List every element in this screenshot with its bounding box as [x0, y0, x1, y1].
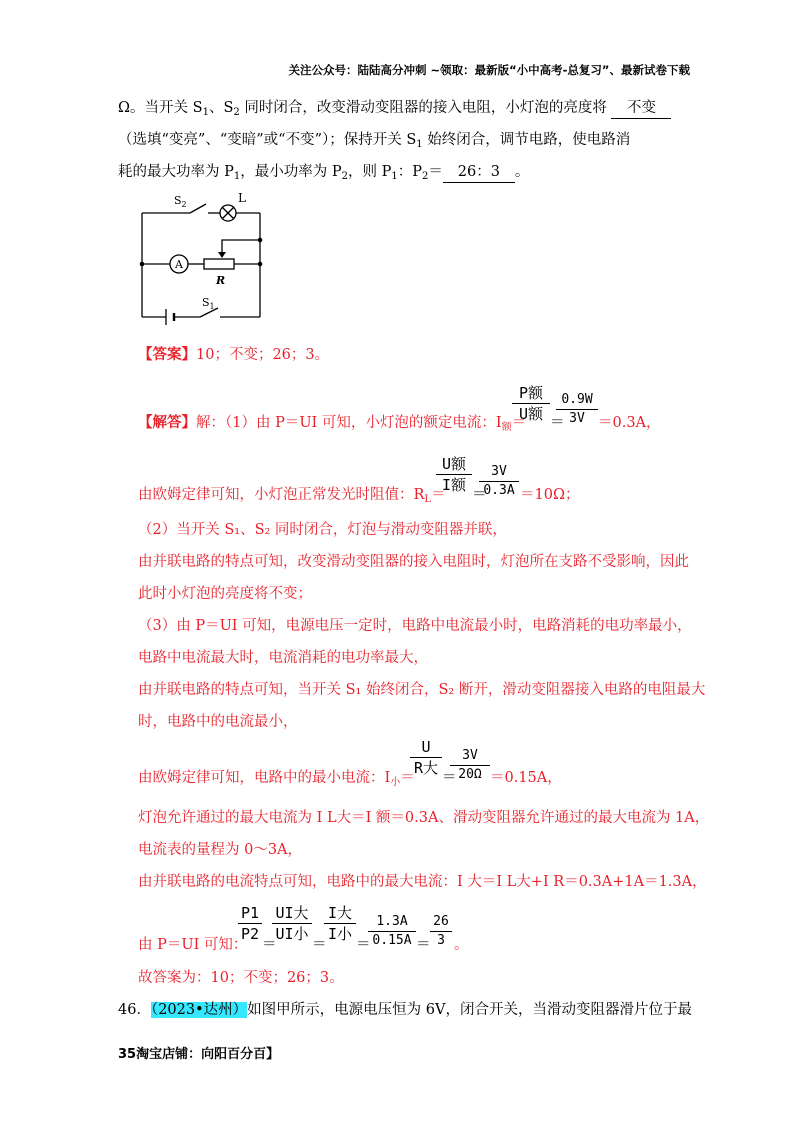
denominator: 20Ω: [458, 767, 482, 782]
fraction-values-3: [450, 748, 490, 783]
fraction-bar: [450, 765, 490, 766]
solution-line-4: 由并联电路的特点可知，改变滑动变阻器的接入电阻时，灯泡所在支路不受影响，因此: [138, 554, 689, 570]
fraction-bar: [324, 923, 356, 924]
text: 、S: [208, 100, 234, 116]
result-min-current: ＝0.15A，: [490, 770, 562, 786]
conclusion: 故答案为：10；不变；26；3。: [138, 970, 344, 986]
fraction-values-2: [479, 464, 519, 499]
answer-text: 10；不变；26；3。: [196, 347, 330, 363]
text: 。: [514, 164, 530, 180]
fraction-u-over-rmax: [410, 738, 442, 777]
equals: ＝: [356, 937, 371, 953]
solution-line-10: [138, 768, 415, 793]
fraction-ui-ratio: [272, 904, 312, 943]
denominator: I额: [441, 476, 467, 494]
fraction-bar: [556, 409, 598, 410]
fraction-result: [430, 914, 452, 949]
equals: ＝: [416, 937, 431, 953]
question-number: 46．: [118, 1002, 151, 1018]
subscript: 1: [233, 171, 241, 182]
solution-line-1: [138, 413, 526, 438]
label-resistor: R: [216, 274, 226, 287]
question-text: 如图甲所示，电源电压恒为 6V，闭合开关，当滑动变阻器滑片位于最: [247, 1002, 692, 1018]
solution-line-14: 由 P＝UI 可知：: [138, 937, 248, 953]
subscript: 1: [416, 139, 423, 150]
question-line-3: [118, 162, 529, 187]
question-line-1: [118, 98, 671, 123]
text: 同时闭合，改变滑动变阻器的接入电阻，小灯泡的亮度将: [239, 100, 607, 116]
fraction-bar: [238, 923, 262, 924]
text: ，最小功率为 P: [240, 164, 342, 180]
numerator: 3V: [491, 464, 507, 479]
solution-line-6: （3）由 P＝UI 可知，电源电压一定时，电路中电流最小时，电路消耗的电功率最小，: [138, 618, 692, 634]
circuit-diagram: [130, 190, 280, 330]
numerator: 1.3A: [376, 914, 408, 929]
subscript: 小: [390, 777, 401, 788]
page-footer: 35淘宝店铺：向阳百分百】: [118, 1047, 280, 1062]
text: 始终闭合，调节电路，使电路消: [422, 132, 631, 148]
denominator: I小: [327, 925, 353, 943]
text: Ω。当开关 S: [118, 100, 203, 116]
solution-line-7: 电路中电流最大时，电流消耗的电功率最大，: [138, 650, 428, 666]
solution-line-3: （2）当开关 S₁、S₂ 同时闭合，灯泡与滑动变阻器并联，: [138, 522, 507, 538]
fraction-u-over-i: [436, 455, 472, 494]
page-header: 关注公众号：陆陆高分冲刺 ~领取：最新版“小中高考-总复习”、最新试卷下载: [288, 63, 690, 77]
numerator: P额: [518, 384, 544, 402]
label-s2: $S_2$: [174, 194, 187, 209]
fraction-i-ratio: [324, 904, 356, 943]
answer-tag: 【答案】: [138, 346, 196, 363]
subscript: 2: [341, 171, 348, 182]
equals: ＝: [442, 770, 457, 786]
subscript: 额: [501, 422, 512, 433]
subscript: 1: [391, 171, 398, 182]
fraction-current-values: [368, 914, 416, 949]
answer-line: [138, 345, 329, 365]
subscript: 1: [202, 107, 209, 118]
numerator: U额: [441, 455, 467, 473]
denominator: 3V: [569, 411, 585, 426]
equals: ＝: [312, 937, 327, 953]
fraction-bar: [430, 931, 452, 932]
text: ，则 P: [348, 164, 392, 180]
subscript: 2: [422, 171, 429, 182]
equals: ＝: [262, 937, 277, 953]
denominator: U额: [518, 405, 544, 423]
subscript: 2: [233, 107, 240, 118]
label-lamp: L: [238, 191, 246, 205]
fraction-p1-over-p2: [238, 904, 262, 943]
text: ＝: [428, 164, 443, 180]
text: ：P: [397, 164, 423, 180]
text: 解：（1）由 P＝UI 可知，小灯泡的额定电流：I: [196, 415, 502, 431]
numerator: UI大: [275, 904, 309, 922]
next-question: [118, 1000, 692, 1020]
solution-line-11: 灯泡允许通过的最大电流为 I L大＝I 额＝0.3A、滑动变阻器允许通过的最大电流为 1A，: [138, 810, 710, 826]
end-mark: 。: [454, 937, 469, 953]
solution-line-2: [138, 485, 446, 510]
equals: ＝: [472, 487, 487, 503]
denominator: 0.15A: [372, 933, 412, 948]
fraction-values-1: [556, 392, 598, 427]
numerator: 26: [433, 914, 449, 929]
fraction-bar: [479, 481, 519, 482]
result-current: ＝0.3A，: [598, 415, 661, 431]
solution-tag: 【解答】: [138, 414, 196, 431]
text: ＝: [431, 487, 446, 503]
solution-line-8: 由并联电路的特点可知，当开关 S₁ 始终闭合，S₂ 断开，滑动变阻器接入电路的电阻最大: [138, 682, 706, 698]
subscript: L: [424, 494, 432, 505]
denominator: P2: [240, 925, 260, 943]
label-s1: $S_1$: [202, 296, 215, 311]
text: 耗的最大功率为 P: [118, 164, 234, 180]
fraction-bar: [410, 757, 442, 758]
fraction-bar: [436, 474, 472, 475]
denominator: UI小: [275, 925, 309, 943]
result-resistance: ＝10Ω；: [520, 487, 580, 503]
numerator: U: [421, 738, 431, 756]
numerator: 0.9W: [561, 392, 593, 407]
numerator: I大: [327, 904, 353, 922]
solution-line-9: 时，电路中的电流最小，: [138, 714, 298, 730]
solution-line-5: 此时小灯泡的亮度将不变；: [138, 586, 312, 602]
text: （选填“变亮”、“变暗”或“不变”）；保持开关 S: [118, 132, 417, 148]
solution-line-13: 由并联电路的电流特点可知，电路中的最大电流：I 大＝I L大+I R＝0.3A+1A＝1.3A，: [138, 874, 707, 890]
denominator: 3: [437, 933, 445, 948]
question-source: （2023•达州）: [150, 1002, 248, 1018]
fraction-bar: [368, 931, 416, 932]
question-line-2: [118, 130, 630, 155]
denominator: 0.3A: [483, 483, 515, 498]
answer-blank-2: 26：3: [443, 162, 515, 183]
answer-blank-1: 不变: [611, 98, 671, 119]
fraction-p-over-u: [512, 384, 550, 423]
numerator: 3V: [462, 748, 478, 763]
text: 由欧姆定律可知，电路中的最小电流：I: [138, 770, 391, 786]
solution-line-12: 电流表的量程为 0～3A，: [138, 842, 303, 858]
text: ＝: [511, 415, 527, 431]
label-ammeter: A: [175, 258, 183, 271]
text: ＝: [400, 770, 415, 786]
fraction-bar: [512, 403, 550, 404]
equals: ＝: [550, 415, 565, 431]
denominator: R大: [413, 759, 439, 777]
text: 由欧姆定律可知，小灯泡正常发光时阻值：R: [138, 487, 425, 503]
fraction-bar: [272, 923, 312, 924]
numerator: P1: [240, 904, 260, 922]
